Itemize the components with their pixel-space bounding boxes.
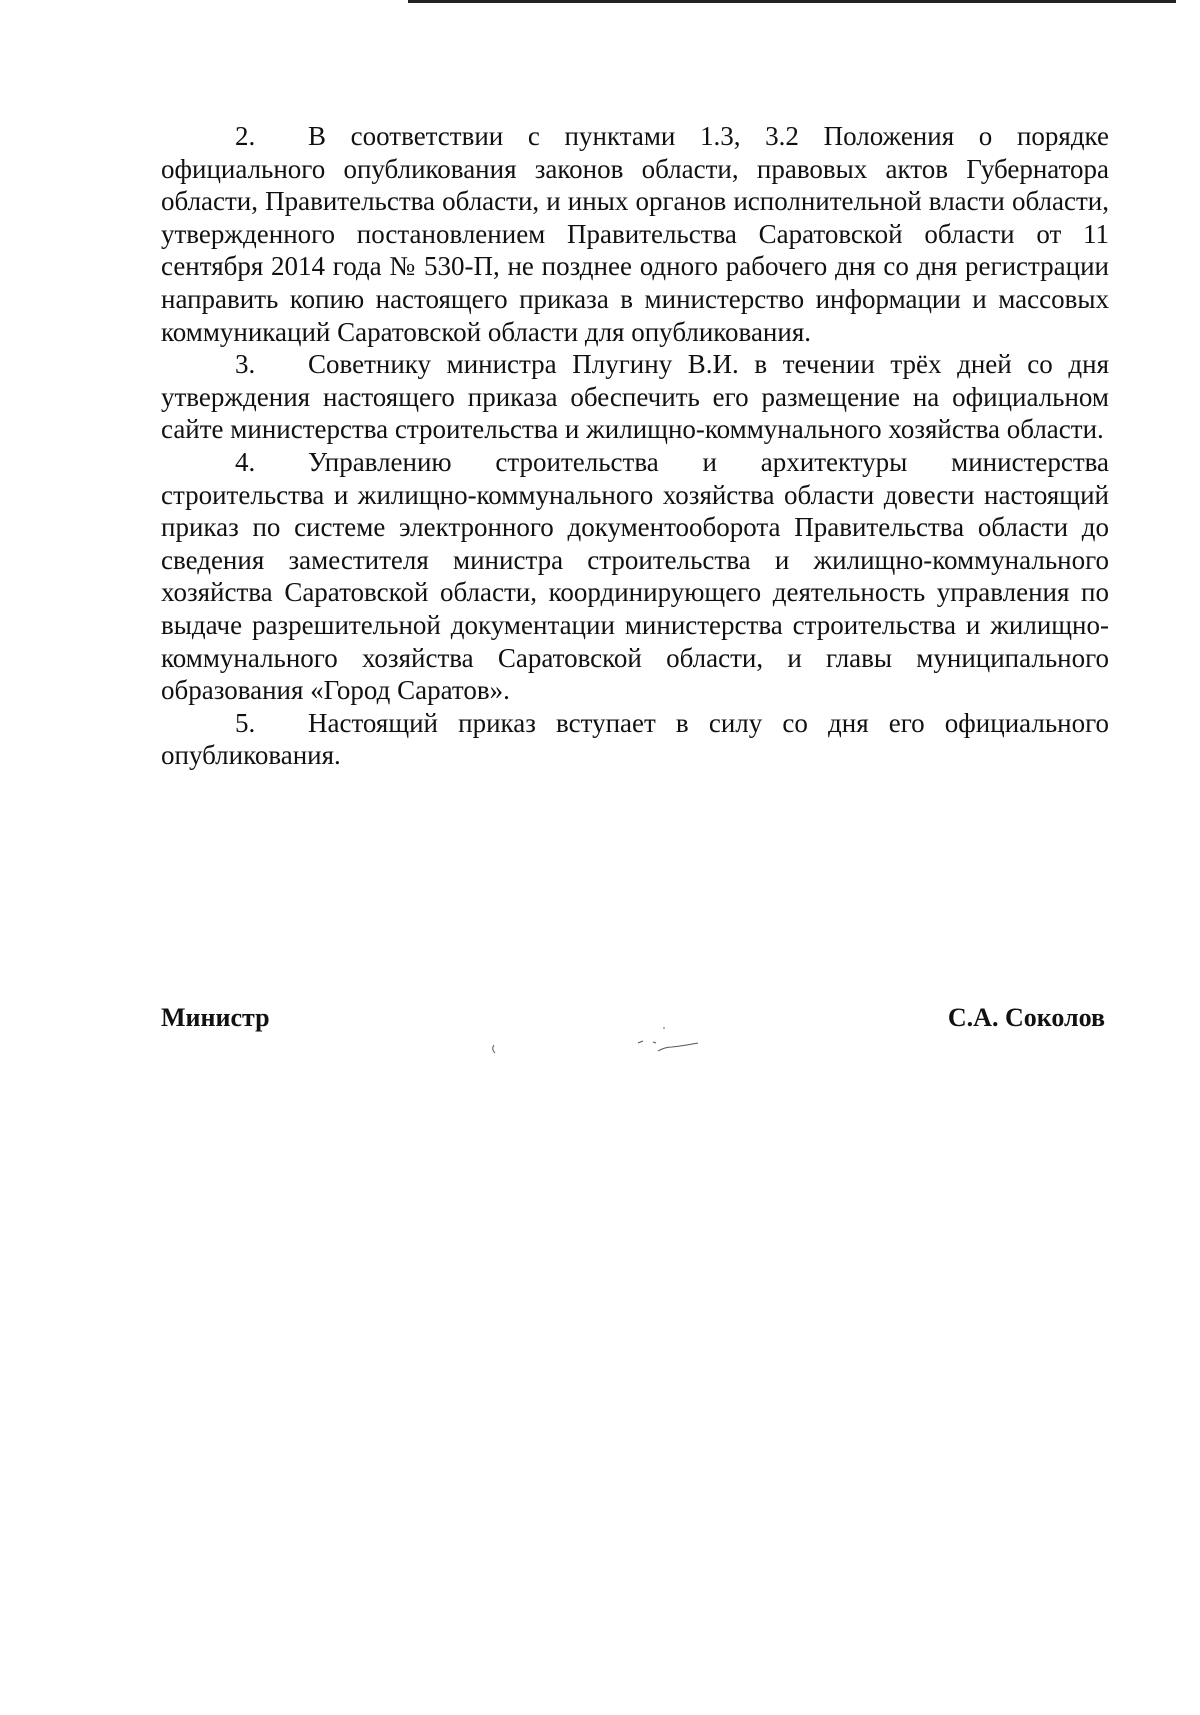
clause-text: Настоящий приказ вступает в силу со дня его официального опубликования. [161, 707, 1109, 771]
clause-number: 2. [235, 121, 256, 151]
clause-text: Советнику министра Плугину В.И. в течении трёх дней со дня утверждения настоящего приказа обеспечить его размещение на официальном сайте министерства строительства и жилищно-коммунального хозяйства области. [161, 349, 1109, 445]
clause-3 [161, 348, 1109, 446]
document-body [161, 120, 1109, 772]
clause-number: 3. [235, 349, 256, 380]
signatory-title: Министр [161, 1003, 270, 1032]
clause-number: 5. [235, 707, 256, 738]
clause-text: В соответствии с пунктами 1.3, 3.2 Положения о порядке официального опубликования законов области, правовых актов Губернатора области, Правительства области, и иных органов исполнительной власти области, утвержденного постановлением Правительства Саратовской области от 11 сентября 2014 года № 530-П, не позднее одного рабочего дня со дня регистрации направить копию настоящего приказа в министерство информации и массовых коммуникаций Саратовской области для опубликования. [161, 121, 1109, 347]
clause-text: Управлению строительства и архитектуры министерства строительства и жилищно-коммунального хозяйства области довести настоящий приказ по системе электронного документооборота Правительства области до сведения заместителя министра строительства и жилищно-коммунального хозяйства Саратовской области, координирующего деятельность управления по выдаче разрешительной документации министерства строительства и жилищно-коммунального хозяйства Саратовской области, и главы муниципального образования «Город Саратов». [161, 446, 1109, 706]
top-rule [408, 0, 1176, 3]
clause-2 [161, 120, 1109, 348]
clause-5 [161, 707, 1109, 772]
clause-number: 4. [235, 446, 256, 477]
signatory-name: С.А. Соколов [947, 1003, 1105, 1032]
clause-4 [161, 446, 1109, 707]
handwritten-signature [490, 1010, 730, 1060]
